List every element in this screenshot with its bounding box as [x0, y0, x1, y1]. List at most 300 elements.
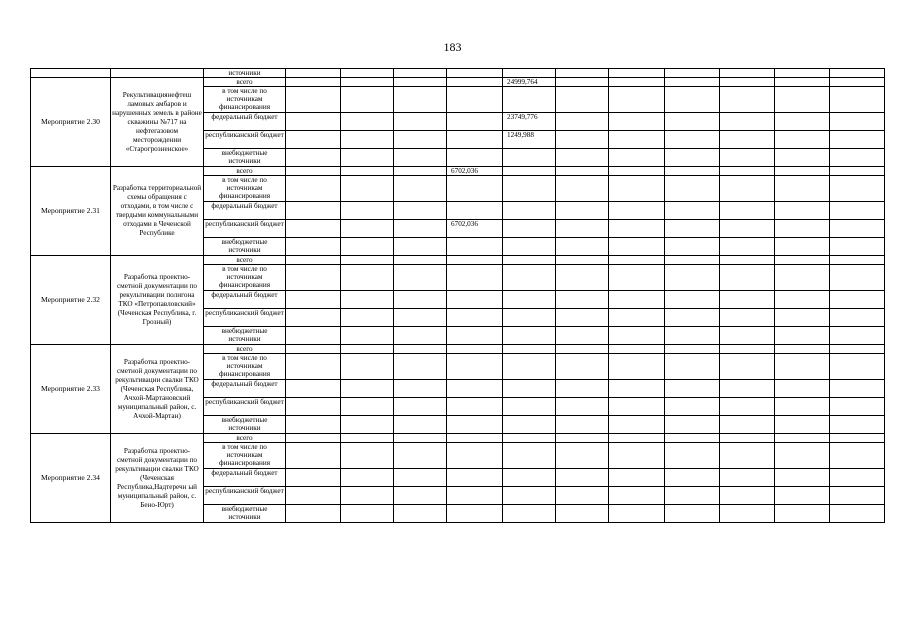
- funding-source-cell: всего: [204, 78, 286, 87]
- value-cell: [556, 69, 609, 78]
- value-cell: [665, 487, 720, 505]
- value-cell: [447, 202, 503, 220]
- value-cell: [665, 434, 720, 443]
- value-cell: [394, 256, 447, 265]
- value-cell: [720, 78, 775, 87]
- value-cell: [665, 176, 720, 202]
- value-cell: 6702,036: [447, 167, 503, 176]
- value-cell: [830, 238, 885, 256]
- value-cell: [394, 176, 447, 202]
- value-cell: [665, 149, 720, 167]
- value-cell: [447, 469, 503, 487]
- value-cell: [394, 380, 447, 398]
- value-cell: [775, 505, 830, 523]
- value-cell: [665, 113, 720, 131]
- value-cell: [830, 291, 885, 309]
- value-cell: [665, 380, 720, 398]
- value-cell: [447, 113, 503, 131]
- value-cell: [609, 256, 665, 265]
- value-cell: [609, 443, 665, 469]
- value-cell: [720, 309, 775, 327]
- value-cell: [341, 434, 394, 443]
- value-cell: [286, 487, 341, 505]
- value-cell: [609, 469, 665, 487]
- value-cell: [447, 505, 503, 523]
- value-cell: [665, 291, 720, 309]
- funding-source-cell: внебюджетные источники: [204, 416, 286, 434]
- budget-table: [30, 68, 885, 523]
- value-cell: [394, 416, 447, 434]
- value-cell: [341, 202, 394, 220]
- value-cell: [665, 309, 720, 327]
- value-cell: [720, 398, 775, 416]
- value-cell: [556, 176, 609, 202]
- value-cell: [503, 434, 556, 443]
- value-cell: [341, 238, 394, 256]
- value-cell: [394, 202, 447, 220]
- value-cell: [447, 291, 503, 309]
- value-cell: [447, 149, 503, 167]
- value-cell: [286, 69, 341, 78]
- value-cell: [394, 309, 447, 327]
- funding-source-cell: федеральный бюджет: [204, 469, 286, 487]
- value-cell: [775, 345, 830, 354]
- value-cell: [394, 131, 447, 149]
- value-cell: [556, 78, 609, 87]
- value-cell: [609, 167, 665, 176]
- value-cell: [341, 149, 394, 167]
- value-cell: [447, 416, 503, 434]
- funding-source-cell: внебюджетные источники: [204, 238, 286, 256]
- value-cell: [830, 78, 885, 87]
- table-row: [31, 256, 885, 265]
- event-code-cell: Мероприятие 2.32: [31, 256, 111, 345]
- value-cell: [503, 238, 556, 256]
- value-cell: [341, 327, 394, 345]
- value-cell: [830, 69, 885, 78]
- value-cell: [447, 380, 503, 398]
- value-cell: [665, 398, 720, 416]
- value-cell: [341, 398, 394, 416]
- funding-source-cell: внебюджетные источники: [204, 505, 286, 523]
- value-cell: [503, 469, 556, 487]
- value-cell: [665, 443, 720, 469]
- value-cell: [830, 167, 885, 176]
- value-cell: [341, 380, 394, 398]
- value-cell: [447, 443, 503, 469]
- value-cell: [830, 149, 885, 167]
- event-cell: [31, 69, 111, 78]
- value-cell: [775, 380, 830, 398]
- source-cell: источники: [204, 69, 286, 78]
- value-cell: [830, 380, 885, 398]
- value-cell: [394, 354, 447, 380]
- value-cell: [286, 398, 341, 416]
- value-cell: [394, 265, 447, 291]
- value-cell: [720, 131, 775, 149]
- value-cell: [609, 505, 665, 523]
- funding-source-cell: внебюджетные источники: [204, 149, 286, 167]
- value-cell: [609, 87, 665, 113]
- value-cell: [286, 354, 341, 380]
- value-cell: [720, 176, 775, 202]
- value-cell: [341, 167, 394, 176]
- value-cell: [286, 238, 341, 256]
- value-cell: [830, 220, 885, 238]
- value-cell: [556, 354, 609, 380]
- value-cell: [720, 380, 775, 398]
- value-cell: [609, 345, 665, 354]
- value-cell: [341, 69, 394, 78]
- value-cell: [394, 238, 447, 256]
- value-cell: [775, 354, 830, 380]
- value-cell: [720, 87, 775, 113]
- value-cell: [286, 380, 341, 398]
- value-cell: [341, 487, 394, 505]
- value-cell: [720, 443, 775, 469]
- value-cell: [609, 291, 665, 309]
- value-cell: [775, 434, 830, 443]
- value-cell: [775, 220, 830, 238]
- value-cell: [286, 176, 341, 202]
- event-code-cell: Мероприятие 2.30: [31, 78, 111, 167]
- funding-source-cell: в том числе по источникам финансирования: [204, 87, 286, 113]
- value-cell: [286, 327, 341, 345]
- value-cell: [720, 487, 775, 505]
- value-cell: [665, 416, 720, 434]
- value-cell: [286, 265, 341, 291]
- value-cell: [394, 220, 447, 238]
- funding-source-cell: всего: [204, 434, 286, 443]
- value-cell: [341, 309, 394, 327]
- value-cell: [556, 380, 609, 398]
- value-cell: [775, 78, 830, 87]
- value-cell: [609, 78, 665, 87]
- funding-source-cell: всего: [204, 167, 286, 176]
- value-cell: [447, 238, 503, 256]
- value-cell: [830, 443, 885, 469]
- value-cell: [503, 354, 556, 380]
- funding-source-cell: республиканский бюджет: [204, 398, 286, 416]
- value-cell: [556, 309, 609, 327]
- table-row: [31, 78, 885, 87]
- value-cell: [775, 176, 830, 202]
- value-cell: [503, 167, 556, 176]
- value-cell: [286, 469, 341, 487]
- value-cell: [341, 131, 394, 149]
- value-cell: 6702,036: [447, 220, 503, 238]
- value-cell: [503, 256, 556, 265]
- value-cell: [503, 149, 556, 167]
- value-cell: [394, 487, 447, 505]
- value-cell: [394, 149, 447, 167]
- value-cell: [447, 345, 503, 354]
- value-cell: [556, 398, 609, 416]
- funding-source-cell: федеральный бюджет: [204, 202, 286, 220]
- value-cell: [286, 416, 341, 434]
- funding-source-cell: в том числе по источникам финансирования: [204, 176, 286, 202]
- value-cell: [665, 469, 720, 487]
- value-cell: [503, 416, 556, 434]
- value-cell: [341, 345, 394, 354]
- value-cell: [394, 505, 447, 523]
- value-cell: [775, 69, 830, 78]
- value-cell: [286, 167, 341, 176]
- value-cell: [394, 345, 447, 354]
- value-cell: [503, 345, 556, 354]
- value-cell: [341, 265, 394, 291]
- value-cell: [447, 487, 503, 505]
- value-cell: [775, 202, 830, 220]
- value-cell: [665, 131, 720, 149]
- value-cell: [609, 309, 665, 327]
- value-cell: [447, 327, 503, 345]
- funding-source-cell: республиканский бюджет: [204, 220, 286, 238]
- value-cell: [503, 69, 556, 78]
- value-cell: [830, 469, 885, 487]
- value-cell: [286, 78, 341, 87]
- value-cell: [394, 469, 447, 487]
- value-cell: [830, 487, 885, 505]
- value-cell: [447, 78, 503, 87]
- table-body: [31, 69, 885, 523]
- value-cell: [556, 443, 609, 469]
- event-description-cell: Разработка проектно-сметной документации по рекультивации свалки ТКО (Чеченская Республика, Ачхой-Мартановский муниципальный район, с. Ачхой-Мартан): [111, 345, 204, 434]
- value-cell: [775, 256, 830, 265]
- value-cell: [665, 354, 720, 380]
- table-row: [31, 345, 885, 354]
- value-cell: [503, 220, 556, 238]
- funding-source-cell: федеральный бюджет: [204, 113, 286, 131]
- value-cell: [665, 87, 720, 113]
- table-row: [31, 167, 885, 176]
- value-cell: [556, 238, 609, 256]
- value-cell: [775, 416, 830, 434]
- value-cell: [286, 220, 341, 238]
- value-cell: [503, 327, 556, 345]
- value-cell: [609, 354, 665, 380]
- value-cell: [830, 87, 885, 113]
- event-code-cell: Мероприятие 2.34: [31, 434, 111, 523]
- value-cell: [341, 78, 394, 87]
- value-cell: [720, 505, 775, 523]
- value-cell: [665, 265, 720, 291]
- value-cell: [775, 87, 830, 113]
- value-cell: [503, 487, 556, 505]
- value-cell: [394, 327, 447, 345]
- value-cell: [447, 434, 503, 443]
- value-cell: [556, 327, 609, 345]
- value-cell: [665, 78, 720, 87]
- value-cell: [341, 291, 394, 309]
- value-cell: [447, 256, 503, 265]
- value-cell: [556, 87, 609, 113]
- value-cell: 24999,764: [503, 78, 556, 87]
- value-cell: [775, 487, 830, 505]
- value-cell: [720, 113, 775, 131]
- value-cell: 1249,988: [503, 131, 556, 149]
- event-description-cell: Рекультивациянефтеш ламовых амбаров и нарушенных земель в районе скважины №717 на нефтегазовом месторождении «Старогрозненское»: [111, 78, 204, 167]
- value-cell: [503, 202, 556, 220]
- value-cell: [341, 469, 394, 487]
- funding-source-cell: всего: [204, 345, 286, 354]
- value-cell: [286, 113, 341, 131]
- value-cell: [775, 149, 830, 167]
- value-cell: [341, 416, 394, 434]
- funding-source-cell: внебюджетные источники: [204, 327, 286, 345]
- value-cell: [830, 345, 885, 354]
- value-cell: [394, 69, 447, 78]
- value-cell: [609, 238, 665, 256]
- value-cell: [503, 505, 556, 523]
- value-cell: [447, 398, 503, 416]
- value-cell: [609, 220, 665, 238]
- value-cell: [556, 345, 609, 354]
- value-cell: [394, 443, 447, 469]
- value-cell: [503, 87, 556, 113]
- value-cell: [775, 443, 830, 469]
- description-cell: [111, 69, 204, 78]
- value-cell: [286, 309, 341, 327]
- value-cell: [720, 202, 775, 220]
- value-cell: [447, 131, 503, 149]
- funding-source-cell: всего: [204, 256, 286, 265]
- value-cell: [830, 354, 885, 380]
- value-cell: [775, 291, 830, 309]
- value-cell: [665, 256, 720, 265]
- value-cell: [286, 256, 341, 265]
- value-cell: [556, 113, 609, 131]
- value-cell: [720, 220, 775, 238]
- value-cell: [503, 398, 556, 416]
- value-cell: 23749,776: [503, 113, 556, 131]
- value-cell: [775, 469, 830, 487]
- value-cell: [609, 434, 665, 443]
- value-cell: [830, 505, 885, 523]
- value-cell: [775, 309, 830, 327]
- value-cell: [609, 416, 665, 434]
- value-cell: [665, 327, 720, 345]
- value-cell: [665, 220, 720, 238]
- value-cell: [286, 202, 341, 220]
- value-cell: [830, 256, 885, 265]
- funding-source-cell: в том числе по источникам финансирования: [204, 354, 286, 380]
- value-cell: [341, 220, 394, 238]
- value-cell: [665, 238, 720, 256]
- value-cell: [447, 176, 503, 202]
- value-cell: [665, 202, 720, 220]
- value-cell: [341, 354, 394, 380]
- value-cell: [830, 113, 885, 131]
- value-cell: [503, 309, 556, 327]
- value-cell: [556, 167, 609, 176]
- value-cell: [556, 256, 609, 265]
- value-cell: [830, 202, 885, 220]
- funding-source-cell: республиканский бюджет: [204, 131, 286, 149]
- value-cell: [447, 87, 503, 113]
- value-cell: [830, 398, 885, 416]
- funding-source-cell: федеральный бюджет: [204, 291, 286, 309]
- value-cell: [394, 291, 447, 309]
- value-cell: [609, 487, 665, 505]
- value-cell: [503, 291, 556, 309]
- value-cell: [341, 113, 394, 131]
- value-cell: [609, 265, 665, 291]
- value-cell: [720, 416, 775, 434]
- value-cell: [830, 416, 885, 434]
- funding-source-cell: в том числе по источникам финансирования: [204, 443, 286, 469]
- value-cell: [775, 398, 830, 416]
- value-cell: [286, 149, 341, 167]
- value-cell: [556, 265, 609, 291]
- table-row: [31, 434, 885, 443]
- value-cell: [775, 238, 830, 256]
- value-cell: [556, 505, 609, 523]
- value-cell: [341, 256, 394, 265]
- page-number: 183: [443, 40, 462, 54]
- value-cell: [503, 443, 556, 469]
- value-cell: [609, 176, 665, 202]
- funding-source-cell: республиканский бюджет: [204, 309, 286, 327]
- value-cell: [775, 327, 830, 345]
- value-cell: [775, 113, 830, 131]
- value-cell: [447, 309, 503, 327]
- value-cell: [556, 487, 609, 505]
- value-cell: [286, 443, 341, 469]
- value-cell: [556, 131, 609, 149]
- value-cell: [556, 416, 609, 434]
- value-cell: [720, 291, 775, 309]
- funding-source-cell: в том числе по источникам финансирования: [204, 265, 286, 291]
- value-cell: [394, 87, 447, 113]
- value-cell: [556, 220, 609, 238]
- value-cell: [394, 113, 447, 131]
- value-cell: [286, 505, 341, 523]
- value-cell: [720, 149, 775, 167]
- value-cell: [609, 113, 665, 131]
- value-cell: [609, 131, 665, 149]
- value-cell: [609, 69, 665, 78]
- funding-source-cell: республиканский бюджет: [204, 487, 286, 505]
- value-cell: [720, 238, 775, 256]
- value-cell: [720, 327, 775, 345]
- value-cell: [720, 345, 775, 354]
- value-cell: [775, 265, 830, 291]
- value-cell: [830, 434, 885, 443]
- value-cell: [286, 434, 341, 443]
- value-cell: [447, 354, 503, 380]
- value-cell: [556, 291, 609, 309]
- value-cell: [341, 443, 394, 469]
- event-description-cell: Разработка проектно-сметной документации по рекультивации полигона ТКО «Петропавловский» (Чеченская Республика, г. Грозный): [111, 256, 204, 345]
- value-cell: [447, 69, 503, 78]
- value-cell: [503, 265, 556, 291]
- value-cell: [775, 167, 830, 176]
- event-description-cell: Разработка проектно-сметной документации по рекультивации свалки ТКО (Чеченская Республика,Надтеречн ый муниципальный район, с. Бено-Юрт): [111, 434, 204, 523]
- value-cell: [665, 505, 720, 523]
- value-cell: [609, 380, 665, 398]
- value-cell: [720, 256, 775, 265]
- value-cell: [720, 69, 775, 78]
- value-cell: [341, 87, 394, 113]
- value-cell: [720, 167, 775, 176]
- value-cell: [720, 265, 775, 291]
- value-cell: [609, 398, 665, 416]
- event-description-cell: Разработка территориальной схемы обращения с отходами, в том числе с твердыми коммунальными отходами в Чеченской Республике: [111, 167, 204, 256]
- value-cell: [341, 176, 394, 202]
- event-code-cell: Мероприятие 2.33: [31, 345, 111, 434]
- value-cell: [665, 167, 720, 176]
